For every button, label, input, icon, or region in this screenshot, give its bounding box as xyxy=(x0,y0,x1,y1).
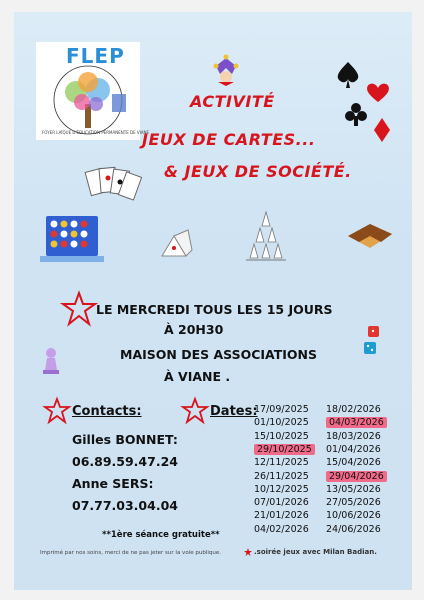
date-item: 29/10/2025 xyxy=(254,444,315,455)
schedule-line-2: À 20H30 xyxy=(164,322,224,337)
date-item: 15/04/2026 xyxy=(326,457,381,469)
date-item: 04/03/2026 xyxy=(326,417,387,428)
contact-name: Anne SERS: xyxy=(72,476,154,491)
date-item: 10/12/2025 xyxy=(254,483,309,495)
date-item: 15/10/2025 xyxy=(254,430,309,442)
logo-ring-text: FOYER LAÏQUE D'ÉDUCATION PERMANENTE DE VIANE xyxy=(42,130,150,135)
date-item: 29/04/2026 xyxy=(326,471,387,482)
title-line-3: & JEUX DE SOCIÉTÉ. xyxy=(164,162,352,181)
date-item: 07/01/2026 xyxy=(254,497,309,509)
contact-phone: 06.89.59.47.24 xyxy=(72,454,178,469)
date-item: 01/10/2025 xyxy=(254,417,309,429)
date-item: 21/01/2026 xyxy=(254,510,309,522)
card-suits-icon xyxy=(334,58,404,148)
flep-logo xyxy=(36,42,150,140)
jester-icon xyxy=(210,52,242,86)
date-item: 17/09/2025 xyxy=(254,404,309,415)
event-note: .soirée jeux avec Milan Badian. xyxy=(254,548,377,556)
contact-phone: 07.77.03.04.04 xyxy=(72,498,178,513)
print-notice: Imprimé par nos soins, merci de ne pas jeter sur la voie publique. xyxy=(40,550,221,556)
free-session-note: **1ère séance gratuite** xyxy=(102,530,220,540)
star-icon xyxy=(244,548,252,556)
star-icon xyxy=(62,292,96,326)
date-item: 18/03/2026 xyxy=(326,430,381,442)
schedule-line-3: MAISON DES ASSOCIATIONS xyxy=(120,347,318,362)
star-icon xyxy=(182,398,208,424)
pawn-icon xyxy=(42,346,60,376)
connect-four-icon xyxy=(40,212,106,268)
date-item: 04/02/2026 xyxy=(254,523,309,535)
dates-header: Dates: xyxy=(210,404,258,419)
star-icon xyxy=(44,398,70,424)
schedule-line-4: À VIANE . xyxy=(164,369,231,384)
date-item: 27/05/2026 xyxy=(326,497,381,509)
logo-text: FLEP xyxy=(66,44,125,68)
dice-icon xyxy=(362,324,384,358)
date-item: 13/05/2026 xyxy=(326,483,381,495)
date-item: 18/02/2026 xyxy=(326,404,381,415)
contact-name: Gilles BONNET: xyxy=(72,432,178,447)
schedule-line-1: LE MERCREDI TOUS LES 15 JOURS xyxy=(96,302,333,317)
house-of-cards-icon xyxy=(238,208,294,264)
title-line-2: JEUX DE CARTES... xyxy=(142,130,316,149)
date-item: 24/06/2026 xyxy=(326,523,381,535)
playing-cards-icon xyxy=(84,164,144,204)
card-tent-icon xyxy=(154,224,198,268)
title-line-1: ACTIVITÉ xyxy=(190,92,275,111)
flyer-page xyxy=(14,12,412,590)
checkerboard-icon xyxy=(344,218,394,252)
date-item: 10/06/2026 xyxy=(326,510,381,522)
date-item: 12/11/2025 xyxy=(254,457,309,469)
date-item: 01/04/2026 xyxy=(326,443,381,455)
contacts-header: Contacts: xyxy=(72,404,142,419)
date-item: 26/11/2025 xyxy=(254,470,309,482)
